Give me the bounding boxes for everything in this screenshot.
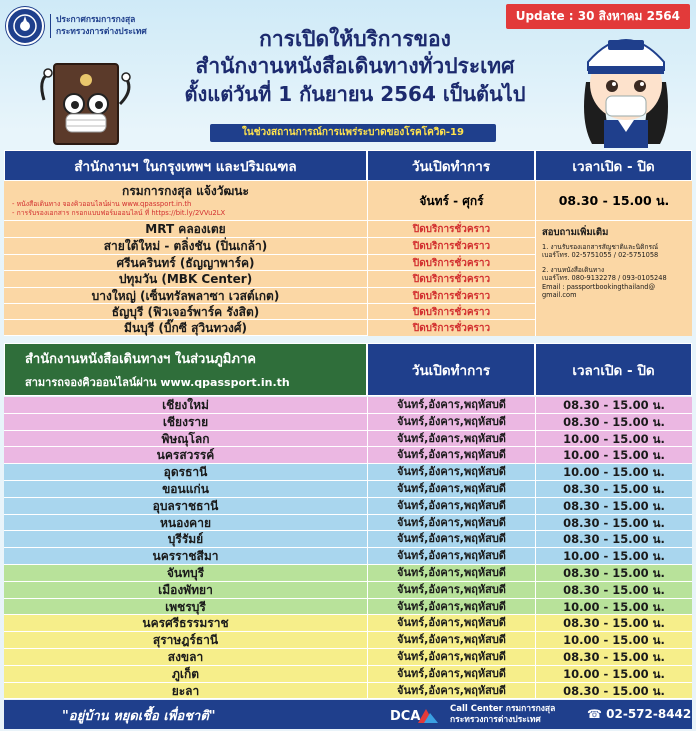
regional-office-days: จันทร์,อังคาร,พฤหัสบดี bbox=[367, 683, 535, 699]
bangkok-table bbox=[4, 181, 692, 336]
regional-office-name: นครราชสีมา bbox=[152, 549, 219, 564]
regional-office-hours: 10.00 - 15.00 น. bbox=[535, 666, 692, 682]
regional-office-days: จันทร์,อังคาร,พฤหัสบดี bbox=[367, 599, 535, 615]
call-center-line-1: Call Center กรมการกงสุล bbox=[450, 704, 556, 714]
regional-office-hours: 08.30 - 15.00 น. bbox=[535, 531, 692, 547]
regional-office-days: จันทร์,อังคาร,พฤหัสบดี bbox=[367, 632, 535, 648]
contact-title: สอบถามเพิ่มเติม bbox=[542, 227, 609, 238]
regional-office-hours: 08.30 - 15.00 น. bbox=[535, 649, 692, 665]
officer-girl-icon bbox=[572, 22, 680, 148]
regional-office-days: จันทร์,อังคาร,พฤหัสบดี bbox=[367, 447, 535, 463]
regional-office-hours: 10.00 - 15.00 น. bbox=[535, 632, 692, 648]
regional-row bbox=[4, 683, 692, 700]
regional-office-name: ภูเก็ต bbox=[171, 666, 200, 681]
regional-office-name: พิษณุโลก bbox=[161, 431, 210, 446]
branch-status: ปิดบริการชั่วคราว bbox=[367, 255, 535, 272]
regional-office-hours: 10.00 - 15.00 น. bbox=[535, 464, 692, 480]
regional-row bbox=[4, 481, 692, 498]
regional-office-name: หนองคาย bbox=[160, 515, 211, 530]
regional-office-name: สงขลา bbox=[167, 650, 204, 664]
regional-office-name: เชียงใหม่ bbox=[162, 398, 209, 412]
regional-row bbox=[4, 397, 692, 414]
covid-note: ในช่วงสถานการณ์การแพร่ระบาดของโรคโควิด-19 bbox=[210, 124, 496, 142]
regional-row bbox=[4, 582, 692, 599]
branch-name: MRT คลองเตย bbox=[145, 222, 226, 236]
regional-office-hours: 08.30 - 15.00 น. bbox=[535, 615, 692, 631]
regional-office-hours: 08.30 - 15.00 น. bbox=[535, 515, 692, 531]
regional-header-sub: สามารถจองคิวออนไลน์ผ่าน www.qpassport.in.th bbox=[25, 376, 290, 389]
branch-row bbox=[4, 255, 367, 272]
main-office-note-1: - หนังสือเดินทาง จองคิวออนไลน์ผ่าน www.qpassport.in.th bbox=[12, 200, 192, 208]
regional-office-days: จันทร์,อังคาร,พฤหัสบดี bbox=[367, 649, 535, 665]
seal-icon bbox=[6, 7, 44, 45]
main-office-days: จันทร์ - ศุกร์ bbox=[367, 181, 535, 221]
regional-office-days: จันทร์,อังคาร,พฤหัสบดี bbox=[367, 582, 535, 598]
contact-line: เบอร์โทร. 080-9132278 / 093-0105248 bbox=[542, 274, 667, 283]
regional-office-hours: 10.00 - 15.00 น. bbox=[535, 431, 692, 447]
regional-row bbox=[4, 414, 692, 431]
branch-row bbox=[4, 320, 367, 336]
contact-email: gmail.com bbox=[542, 291, 577, 300]
main-office-note-2: - การรับรองเอกสาร กรอกแบบฟอร์มออนไลน์ ที่ https://bit.ly/2VVu2LX bbox=[12, 209, 226, 217]
title-line-2: สำนักงานหนังสือเดินทางทั่วประเทศ bbox=[195, 54, 515, 78]
branch-name: ศรีนครินทร์ (ธัญญาพาร์ค) bbox=[116, 255, 255, 270]
branch-status: ปิดบริการชั่วคราว bbox=[367, 288, 535, 305]
regional-office-name: เพชรบุรี bbox=[165, 599, 206, 614]
page-title bbox=[150, 26, 560, 108]
branch-status: ปิดบริการชั่วคราว bbox=[367, 221, 535, 238]
branch-status: ปิดบริการชั่วคราว bbox=[367, 271, 535, 288]
branch-row bbox=[4, 271, 367, 288]
regional-row bbox=[4, 498, 692, 515]
main-office-hours: 08.30 - 15.00 น. bbox=[536, 181, 692, 221]
regional-row bbox=[4, 599, 692, 616]
regional-office-name: จันทบุรี bbox=[166, 566, 205, 580]
regional-row bbox=[4, 548, 692, 565]
regional-office-name: อุดรธานี bbox=[163, 465, 208, 480]
contact-info bbox=[542, 226, 690, 299]
regional-row bbox=[4, 531, 692, 548]
regional-office-hours: 08.30 - 15.00 น. bbox=[535, 683, 692, 699]
regional-office-hours: 08.30 - 15.00 น. bbox=[535, 565, 692, 581]
regional-office-name: ขอนแก่น bbox=[162, 482, 209, 496]
contact-line: 2. งานหนังสือเดินทาง bbox=[542, 265, 605, 274]
regional-row bbox=[4, 447, 692, 464]
regional-office-name: เชียงราย bbox=[162, 414, 209, 429]
phone-icon: ☎ bbox=[587, 707, 602, 721]
dca-logo-icon bbox=[388, 705, 442, 725]
regional-office-name: ยะลา bbox=[171, 683, 200, 698]
regional-row bbox=[4, 649, 692, 666]
regional-office-name: นครสวรรค์ bbox=[156, 448, 215, 463]
regional-office-days: จันทร์,อังคาร,พฤหัสบดี bbox=[367, 481, 535, 497]
regional-office-hours: 08.30 - 15.00 น. bbox=[535, 498, 692, 514]
branch-status: ปิดบริการชั่วคราว bbox=[367, 238, 535, 255]
title-line-1: การเปิดให้บริการของ bbox=[259, 27, 451, 51]
regional-office-days: จันทร์,อังคาร,พฤหัสบดี bbox=[367, 515, 535, 531]
regional-office-hours: 08.30 - 15.00 น. bbox=[535, 414, 692, 430]
branch-status: ปิดบริการชั่วคราว bbox=[367, 304, 535, 320]
bangkok-header-days: วันเปิดทำการ bbox=[367, 150, 535, 181]
regional-row bbox=[4, 515, 692, 532]
title-line-3: ตั้งแต่วันที่ 1 กันยายน 2564 เป็นต้นไป bbox=[184, 82, 526, 106]
branch-row bbox=[4, 304, 367, 320]
regional-office-name: อุบลราชธานี bbox=[152, 498, 219, 513]
phone-text: 02-572-8442 bbox=[606, 707, 692, 721]
regional-row bbox=[4, 632, 692, 649]
regional-office-hours: 10.00 - 15.00 น. bbox=[535, 447, 692, 463]
bangkok-header-office: สำนักงานฯ ในกรุงเทพฯ และปริมณฑล bbox=[4, 150, 367, 181]
regional-row bbox=[4, 565, 692, 582]
phone-number bbox=[587, 707, 691, 721]
regional-office-days: จันทร์,อังคาร,พฤหัสบดี bbox=[367, 431, 535, 447]
slogan: "อยู่บ้าน หยุดเชื้อ เพื่อชาติ" bbox=[62, 709, 216, 724]
footer bbox=[4, 700, 692, 729]
regional-office-name: นครศรีธรรมราช bbox=[142, 616, 229, 631]
branch-name: สายใต้ใหม่ - ตลิ่งชัน (ปิ่นเกล้า) bbox=[103, 239, 268, 253]
main-office-name: กรมการกงสุล แจ้งวัฒนะ bbox=[122, 184, 249, 198]
regional-office-hours: 08.30 - 15.00 น. bbox=[535, 582, 692, 598]
regional-row bbox=[4, 615, 692, 632]
regional-office-hours: 08.30 - 15.00 น. bbox=[535, 397, 692, 413]
regional-office-name: สุราษฎร์ธานี bbox=[152, 633, 219, 648]
dca-logo-text: DCA bbox=[390, 709, 421, 724]
update-badge: Update : 30 สิงหาคม 2564 bbox=[506, 4, 690, 29]
branch-name: มีนบุรี (บิ๊กซี สุวินทวงศ์) bbox=[124, 321, 247, 335]
regional-office-hours: 10.00 - 15.00 น. bbox=[535, 599, 692, 615]
regional-office-name: บุรีรัมย์ bbox=[167, 532, 204, 547]
regional-office-days: จันทร์,อังคาร,พฤหัสบดี bbox=[367, 464, 535, 480]
main-office-row bbox=[4, 181, 367, 221]
contact-line: เบอร์โทร. 02-5751055 / 02-5751058 bbox=[542, 251, 659, 260]
regional-office-days: จันทร์,อังคาร,พฤหัสบดี bbox=[367, 397, 535, 413]
call-center-line-2: กระทรวงการต่างประเทศ bbox=[450, 715, 541, 725]
bangkok-header-hours: เวลาเปิด - ปิด bbox=[535, 150, 692, 181]
org-line-1: ประกาศกรมการกงสุล bbox=[56, 15, 136, 25]
regional-header-hours: เวลาเปิด - ปิด bbox=[535, 343, 692, 396]
regional-office-days: จันทร์,อังคาร,พฤหัสบดี bbox=[367, 548, 535, 564]
regional-header bbox=[4, 343, 692, 396]
regional-office-name: เมืองพัทยา bbox=[158, 582, 213, 597]
regional-office-days: จันทร์,อังคาร,พฤหัสบดี bbox=[367, 498, 535, 514]
branch-name: ปทุมวัน (MBK Center) bbox=[118, 272, 253, 286]
regional-office-days: จันทร์,อังคาร,พฤหัสบดี bbox=[367, 565, 535, 581]
branch-name: บางใหญ่ (เซ็นทรัลพลาซา เวสต์เกต) bbox=[91, 288, 280, 303]
regional-office-hours: 10.00 - 15.00 น. bbox=[535, 548, 692, 564]
branch-row bbox=[4, 221, 367, 238]
regional-row bbox=[4, 666, 692, 683]
regional-office-days: จันทร์,อังคาร,พฤหัสบดี bbox=[367, 531, 535, 547]
contact-email: Email : passportbookingthailand@ bbox=[542, 282, 656, 291]
regional-header-days: วันเปิดทำการ bbox=[367, 343, 535, 396]
regional-row bbox=[4, 464, 692, 481]
branch-name: ธัญบุรี (ฟิวเจอร์พาร์ค รังสิต) bbox=[111, 305, 260, 319]
org-line-2: กระทรวงการต่างประเทศ bbox=[56, 27, 147, 37]
branch-row bbox=[4, 238, 367, 255]
regional-office-days: จันทร์,อังคาร,พฤหัสบดี bbox=[367, 615, 535, 631]
bangkok-header bbox=[4, 150, 692, 181]
regional-office-days: จันทร์,อังคาร,พฤหัสบดี bbox=[367, 666, 535, 682]
regional-office-hours: 08.30 - 15.00 น. bbox=[535, 481, 692, 497]
branch-status: ปิดบริการชั่วคราว bbox=[367, 320, 535, 336]
branch-row bbox=[4, 288, 367, 305]
regional-row bbox=[4, 431, 692, 448]
passport-mascot-icon bbox=[36, 60, 136, 150]
contact-line: 1. งานรับรองเอกสารสัญชาติและนิติกรณ์ bbox=[542, 243, 659, 251]
regional-office-days: จันทร์,อังคาร,พฤหัสบดี bbox=[367, 414, 535, 430]
regional-header-office: สำนักงานหนังสือเดินทางฯ ในส่วนภูมิภาค bbox=[25, 352, 256, 367]
call-center bbox=[450, 704, 555, 726]
